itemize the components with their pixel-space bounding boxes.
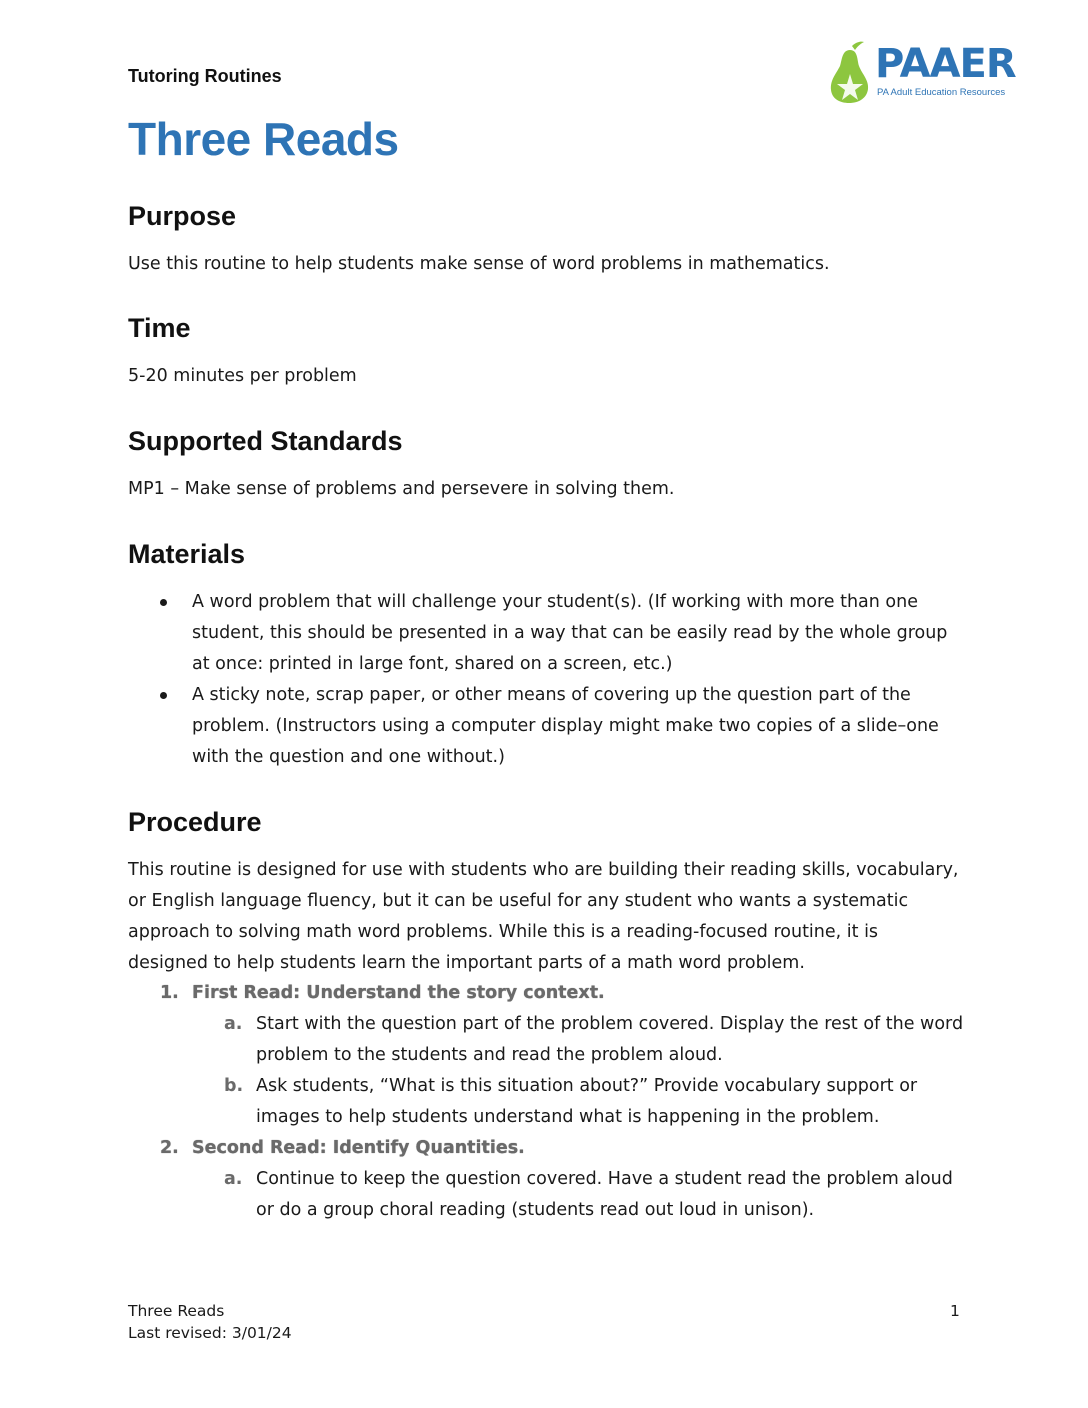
footer-doc-name: Three Reads <box>128 1302 225 1320</box>
footer-revised-date: Last revised: 3/01/24 <box>128 1324 292 1342</box>
bullet-icon <box>160 599 167 606</box>
sub-step-letter: a. <box>224 1014 243 1034</box>
sub-step-letter: b. <box>224 1076 244 1096</box>
sub-step-text: Ask students, “What is this situation about?” Provide vocabulary support or images to help students understand what is happening in the problem. <box>256 1076 918 1127</box>
paaer-logo <box>828 40 1038 106</box>
step-title: First Read: Understand the story context. <box>192 983 605 1003</box>
materials-heading: Materials <box>128 539 246 569</box>
sub-step <box>128 1009 968 1071</box>
list-item-text: A sticky note, scrap paper, or other means of covering up the question part of the problem. (Instructors using a computer display might make two copies of a slide–one with the question and one without.) <box>192 685 939 767</box>
step-title: Second Read: Identify Quantities. <box>192 1138 525 1158</box>
sub-step <box>128 1164 968 1226</box>
list-item <box>160 680 960 773</box>
page-number: 1 <box>950 1302 960 1320</box>
running-header: Tutoring Routines <box>128 66 282 86</box>
standards-heading: Supported Standards <box>128 426 403 456</box>
step-number: 2. <box>160 1138 179 1158</box>
materials-list <box>160 587 960 773</box>
purpose-heading: Purpose <box>128 201 237 231</box>
sub-step-text: Start with the question part of the problem covered. Display the rest of the word problem to the students and read the problem aloud. <box>256 1014 964 1065</box>
sub-step <box>128 1071 968 1133</box>
logo-tagline: PA Adult Education Resources <box>877 87 1006 98</box>
sub-step-letter: a. <box>224 1169 243 1189</box>
sub-step-text: Continue to keep the question covered. Have a student read the problem aloud or do a group choral reading (students read out loud in unison). <box>256 1169 953 1220</box>
page-footer <box>128 1300 292 1344</box>
procedure-heading: Procedure <box>128 807 262 837</box>
time-text: 5-20 minutes per problem <box>128 366 357 386</box>
purpose-text: Use this routine to help students make sense of word problems in mathematics. <box>128 254 830 274</box>
step-number: 1. <box>160 983 179 1003</box>
document-title: Three Reads <box>128 113 399 165</box>
time-heading: Time <box>128 313 191 343</box>
standards-text: MP1 – Make sense of problems and persevere in solving them. <box>128 479 675 499</box>
step-heading <box>128 1133 968 1164</box>
procedure-intro: This routine is designed for use with students who are building their reading skills, vocabulary, or English language fluency, but it can be useful for any student who wants a systematic approach to solving math word problems. While this is a reading-focused routine, it is designed to help students learn the important parts of a math word problem. <box>128 860 959 973</box>
bullet-icon <box>160 692 167 699</box>
list-item <box>160 587 960 680</box>
list-item-text: A word problem that will challenge your student(s). (If working with more than one student, this should be presented in a way that can be easily read by the whole group at once: printed in large font, shared on a screen, etc.) <box>192 592 948 674</box>
step-heading <box>128 978 968 1009</box>
logo-wordmark: PAAER <box>875 41 1016 87</box>
procedure-steps <box>128 978 968 1226</box>
pear-icon <box>828 40 874 104</box>
